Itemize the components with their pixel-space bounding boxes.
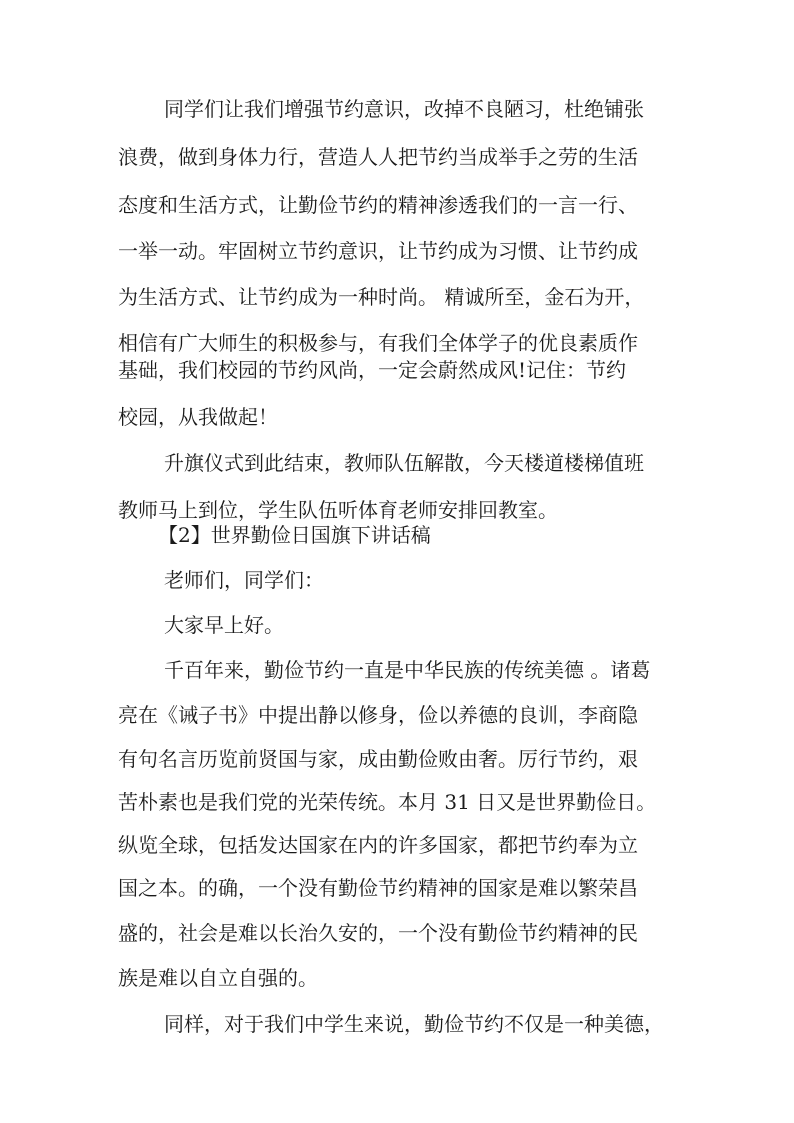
text-line: 为生活方式、让节约成为一种时尚。 精诚所至，金石为开， <box>118 285 645 309</box>
section-heading: 【2】世界勤俭日国旗下讲话稿 <box>158 523 431 547</box>
text-line: 千百年来，勤俭节约一直是中华民族的传统美德 。诸葛 <box>164 658 651 682</box>
text-line: 大家早上好。 <box>164 613 284 637</box>
text-line: 苦朴素也是我们党的光荣传统。本月 31 日又是世界勤俭日。 <box>118 790 657 814</box>
text-line: 同学们让我们增强节约意识，改掉不良陋习，杜绝铺张 <box>164 97 644 121</box>
text-line: 有句名言历览前贤国与家，成由勤俭败由奢。厉行节约，艰 <box>118 747 638 771</box>
text-line: 族是难以自立自强的。 <box>118 966 318 990</box>
text-line: 校园，从我做起！ <box>118 405 278 429</box>
text-line: 相信有广大师生的积极参与，有我们全体学子的优良素质作 <box>118 331 638 355</box>
text-line: 国之本。的确，一个没有勤俭节约精神的国家是难以繁荣昌 <box>118 876 638 900</box>
text-line: 态度和生活方式，让勤俭节约的精神渗透我们的一言一行、 <box>118 193 638 217</box>
text-line: 升旗仪式到此结束，教师队伍解散，今天楼道楼梯值班 <box>164 451 644 475</box>
text-line: 亮在《诫子书》中提出静以修身，俭以养德的良训，李商隐 <box>118 703 638 727</box>
text-line: 老师们，同学们： <box>164 568 324 592</box>
text-line: 基础，我们校园的节约风尚，一定会蔚然成风!记住：节约 <box>118 358 627 382</box>
text-line: 教师马上到位，学生队伍听体育老师安排回教室。 <box>118 498 558 522</box>
text-line: 同样，对于我们中学生来说，勤俭节约不仅是一种美德， <box>164 1012 664 1036</box>
text-line: 盛的，社会是难以长治久安的，一个没有勤俭节约精神的民 <box>118 921 638 945</box>
text-line: 浪费，做到身体力行，营造人人把节约当成举手之劳的生活 <box>118 145 638 169</box>
text-line: 纵览全球，包括发达国家在内的许多国家，都把节约奉为立 <box>118 833 638 857</box>
text-line: 一举一动。牢固树立节约意识，让节约成为习惯、让节约成 <box>118 239 638 263</box>
